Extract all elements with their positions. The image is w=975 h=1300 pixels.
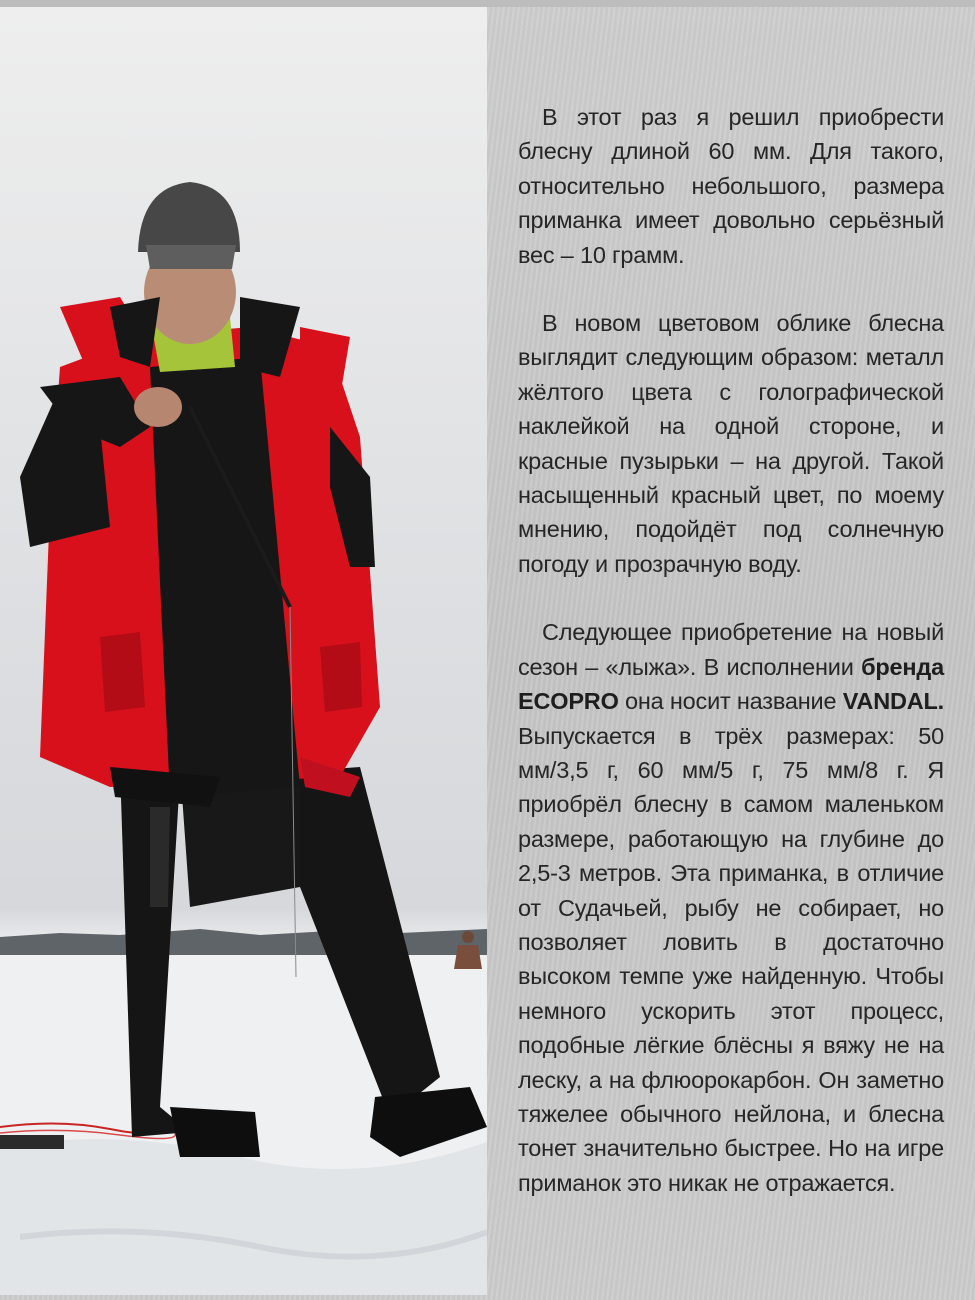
article-text [518, 100, 944, 1234]
model-name: VANDAL. [842, 688, 944, 715]
angler-photo [0, 7, 487, 1295]
treeline [0, 929, 487, 957]
paragraph-vandal-intro: Следующее приобретение на новый сезон – «лыжа». В исполнении [518, 619, 944, 680]
hand [134, 387, 182, 427]
knit-hat [138, 182, 240, 252]
brand-name: бренда ECOPRO [518, 653, 944, 715]
jacket [40, 297, 380, 807]
left-boot [170, 1107, 260, 1157]
rod-holder [0, 1135, 64, 1149]
paragraph-vandal-rest: Выпускается в трёх размерах: 50 мм/3,5 г, 60 мм/5 г, 75 мм/8 г. Я приобрёл блесну в самом маленьком размере, работающую на глубине до 2,5-3 метров. Эта приманка, в отличие от Судачьей, рыбу не собирает, но позволяет ловить в достаточно высоком темпе уже найденную. Чтобы немного ускорить этот процесс, подобные лёгкие блёсны я вяжу не на леску, а на флюорокарбон. Он заметно тяжелее обычного нейлона, и блесна тонет значительно быстрее. Но на игре приманок это никак не отражается. [518, 722, 944, 1196]
paragraph-weight: В этот раз я решил приобрести блесну длиной 60 мм. Для такого, относительно небольшого, размера приманка имеет довольно серьёзный вес – 10 грамм. [518, 104, 944, 268]
angler-illustration [0, 7, 487, 1295]
cap-visor [146, 245, 236, 269]
top-border-strip [0, 0, 975, 7]
snow-drift [0, 1139, 487, 1295]
paragraph-vandal [518, 615, 944, 1200]
paragraph-vandal-mid: она носит название [618, 688, 843, 715]
paragraph-color: В новом цветовом облике блесна выглядит следующим образом: металл жёлтого цвета с голографической наклейкой на одной стороне, и красные пузырьки – на другой. Такой насыщенный красный цвет, по моему мнению, подойдёт под солнечную погоду и прозрачную воду. [518, 310, 944, 577]
